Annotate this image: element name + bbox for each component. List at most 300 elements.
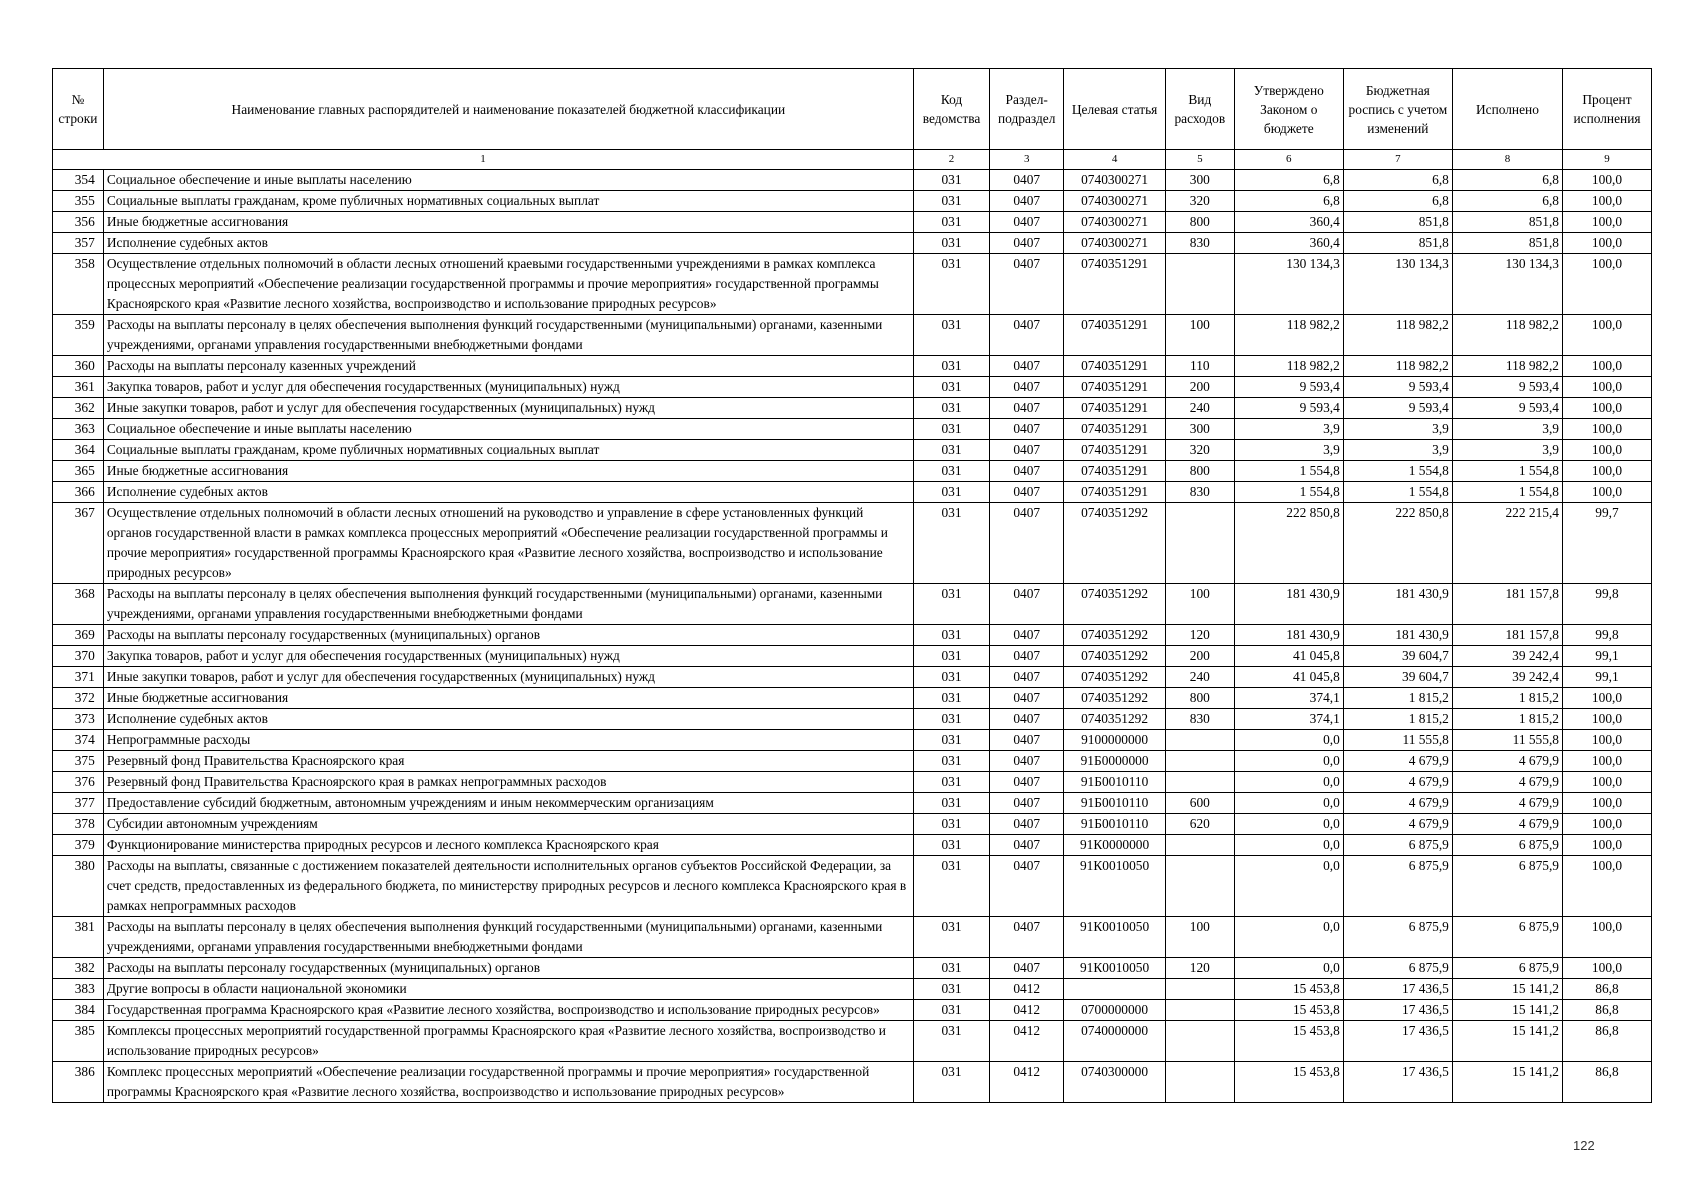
cell-approved: 9 593,4 bbox=[1234, 377, 1343, 398]
cell-expense-type: 800 bbox=[1165, 688, 1234, 709]
cell-expense-type: 240 bbox=[1165, 667, 1234, 688]
cell-approved: 222 850,8 bbox=[1234, 503, 1343, 584]
cell-dept-code: 031 bbox=[913, 170, 989, 191]
cell-expense-type: 830 bbox=[1165, 482, 1234, 503]
table-row bbox=[53, 625, 1652, 646]
table-row bbox=[53, 584, 1652, 625]
cell-row-number: 366 bbox=[53, 482, 104, 503]
cell-schedule: 6 875,9 bbox=[1343, 958, 1452, 979]
cell-name: Другие вопросы в области национальной экономики bbox=[103, 979, 913, 1000]
cell-percent: 100,0 bbox=[1563, 315, 1652, 356]
cell-approved: 0,0 bbox=[1234, 835, 1343, 856]
cell-schedule: 3,9 bbox=[1343, 440, 1452, 461]
header-target-article: Целевая статья bbox=[1064, 69, 1166, 150]
cell-name: Иные закупки товаров, работ и услуг для обеспечения государственных (муниципальных) нужд bbox=[103, 667, 913, 688]
cell-dept-code: 031 bbox=[913, 1062, 989, 1103]
cell-expense-type: 830 bbox=[1165, 233, 1234, 254]
cell-executed: 3,9 bbox=[1452, 440, 1562, 461]
cell-row-number: 359 bbox=[53, 315, 104, 356]
cell-percent: 99,8 bbox=[1563, 584, 1652, 625]
cell-row-number: 386 bbox=[53, 1062, 104, 1103]
cell-schedule: 4 679,9 bbox=[1343, 814, 1452, 835]
cell-percent: 86,8 bbox=[1563, 1000, 1652, 1021]
cell-approved: 1 554,8 bbox=[1234, 461, 1343, 482]
cell-name: Резервный фонд Правительства Красноярского края в рамках непрограммных расходов bbox=[103, 772, 913, 793]
table-row bbox=[53, 793, 1652, 814]
cell-target-article: 0740351291 bbox=[1064, 398, 1166, 419]
table-row bbox=[53, 377, 1652, 398]
cell-percent: 100,0 bbox=[1563, 440, 1652, 461]
cell-dept-code: 031 bbox=[913, 709, 989, 730]
table-row bbox=[53, 709, 1652, 730]
cell-section: 0412 bbox=[990, 1062, 1064, 1103]
cell-approved: 41 045,8 bbox=[1234, 646, 1343, 667]
cell-schedule: 4 679,9 bbox=[1343, 793, 1452, 814]
cell-approved: 0,0 bbox=[1234, 814, 1343, 835]
cell-name: Социальное обеспечение и иные выплаты населению bbox=[103, 170, 913, 191]
header-executed: Исполнено bbox=[1452, 69, 1562, 150]
cell-approved: 9 593,4 bbox=[1234, 398, 1343, 419]
cell-row-number: 354 bbox=[53, 170, 104, 191]
cell-approved: 41 045,8 bbox=[1234, 667, 1343, 688]
cell-target-article: 91Б0010110 bbox=[1064, 814, 1166, 835]
cell-approved: 130 134,3 bbox=[1234, 254, 1343, 315]
cell-target-article: 91К0000000 bbox=[1064, 835, 1166, 856]
cell-section: 0407 bbox=[990, 254, 1064, 315]
cell-percent: 100,0 bbox=[1563, 482, 1652, 503]
cell-section: 0407 bbox=[990, 856, 1064, 917]
header-dept-code: Код ведомства bbox=[913, 69, 989, 150]
cell-percent: 100,0 bbox=[1563, 233, 1652, 254]
table-row bbox=[53, 1062, 1652, 1103]
cell-section: 0407 bbox=[990, 730, 1064, 751]
cell-expense-type: 320 bbox=[1165, 440, 1234, 461]
cell-row-number: 380 bbox=[53, 856, 104, 917]
cell-target-article: 0700000000 bbox=[1064, 1000, 1166, 1021]
table-row bbox=[53, 315, 1652, 356]
cell-section: 0407 bbox=[990, 688, 1064, 709]
cell-name: Расходы на выплаты персоналу в целях обеспечения выполнения функций государственными (муниципальными) органами, казенными учреждениями, органами управления государственными внебюджетными фондами bbox=[103, 917, 913, 958]
cell-section: 0407 bbox=[990, 419, 1064, 440]
cell-percent: 99,1 bbox=[1563, 667, 1652, 688]
cell-approved: 118 982,2 bbox=[1234, 315, 1343, 356]
table-body bbox=[53, 170, 1652, 1103]
cell-row-number: 356 bbox=[53, 212, 104, 233]
cell-percent: 86,8 bbox=[1563, 1021, 1652, 1062]
cell-dept-code: 031 bbox=[913, 917, 989, 958]
cell-schedule: 6 875,9 bbox=[1343, 856, 1452, 917]
cell-section: 0407 bbox=[990, 233, 1064, 254]
cell-section: 0407 bbox=[990, 667, 1064, 688]
cell-approved: 0,0 bbox=[1234, 751, 1343, 772]
cell-name: Иные бюджетные ассигнования bbox=[103, 212, 913, 233]
cell-row-number: 372 bbox=[53, 688, 104, 709]
cell-target-article: 0740300271 bbox=[1064, 191, 1166, 212]
cell-dept-code: 031 bbox=[913, 461, 989, 482]
cell-name: Резервный фонд Правительства Красноярского края bbox=[103, 751, 913, 772]
table-row bbox=[53, 835, 1652, 856]
cell-expense-type bbox=[1165, 254, 1234, 315]
cell-section: 0407 bbox=[990, 772, 1064, 793]
cell-approved: 0,0 bbox=[1234, 772, 1343, 793]
cell-executed: 15 141,2 bbox=[1452, 1062, 1562, 1103]
cell-expense-type bbox=[1165, 1021, 1234, 1062]
table-row bbox=[53, 461, 1652, 482]
cell-approved: 0,0 bbox=[1234, 958, 1343, 979]
cell-schedule: 1 815,2 bbox=[1343, 688, 1452, 709]
cell-percent: 100,0 bbox=[1563, 377, 1652, 398]
cell-executed: 181 157,8 bbox=[1452, 584, 1562, 625]
cell-row-number: 384 bbox=[53, 1000, 104, 1021]
table-row bbox=[53, 646, 1652, 667]
cell-section: 0407 bbox=[990, 356, 1064, 377]
cell-executed: 4 679,9 bbox=[1452, 793, 1562, 814]
cell-dept-code: 031 bbox=[913, 772, 989, 793]
cell-expense-type bbox=[1165, 979, 1234, 1000]
cell-dept-code: 031 bbox=[913, 356, 989, 377]
cell-approved: 1 554,8 bbox=[1234, 482, 1343, 503]
cell-expense-type: 600 bbox=[1165, 793, 1234, 814]
cell-schedule: 851,8 bbox=[1343, 212, 1452, 233]
cell-target-article: 0740351291 bbox=[1064, 482, 1166, 503]
header-schedule: Бюджетная роспись с учетом изменений bbox=[1343, 69, 1452, 150]
cell-section: 0407 bbox=[990, 814, 1064, 835]
cell-dept-code: 031 bbox=[913, 688, 989, 709]
header-section: Раздел-подраздел bbox=[990, 69, 1064, 150]
cell-schedule: 222 850,8 bbox=[1343, 503, 1452, 584]
cell-row-number: 376 bbox=[53, 772, 104, 793]
cell-approved: 15 453,8 bbox=[1234, 1000, 1343, 1021]
cell-schedule: 181 430,9 bbox=[1343, 625, 1452, 646]
cell-name: Расходы на выплаты, связанные с достижением показателей деятельности исполнительных органов субъектов Российской Федерации, за счет средств, предоставленных из федерального бюджета, по министерству природных ресурсов и лесного комплекса Красноярского края в рамках непрограммных расходов bbox=[103, 856, 913, 917]
cell-percent: 99,8 bbox=[1563, 625, 1652, 646]
cell-schedule: 118 982,2 bbox=[1343, 356, 1452, 377]
cell-dept-code: 031 bbox=[913, 730, 989, 751]
cell-expense-type: 110 bbox=[1165, 356, 1234, 377]
cell-schedule: 130 134,3 bbox=[1343, 254, 1452, 315]
cell-name: Расходы на выплаты персоналу государственных (муниципальных) органов bbox=[103, 958, 913, 979]
cell-executed: 11 555,8 bbox=[1452, 730, 1562, 751]
table-row bbox=[53, 751, 1652, 772]
cell-percent: 100,0 bbox=[1563, 958, 1652, 979]
cell-section: 0407 bbox=[990, 482, 1064, 503]
cell-target-article: 9100000000 bbox=[1064, 730, 1166, 751]
cell-schedule: 1 815,2 bbox=[1343, 709, 1452, 730]
table-row bbox=[53, 212, 1652, 233]
cell-dept-code: 031 bbox=[913, 856, 989, 917]
budget-report-sheet bbox=[52, 68, 1652, 1103]
cell-dept-code: 031 bbox=[913, 191, 989, 212]
cell-executed: 3,9 bbox=[1452, 419, 1562, 440]
table-row bbox=[53, 667, 1652, 688]
column-number-cell: 2 bbox=[913, 150, 989, 170]
cell-section: 0407 bbox=[990, 958, 1064, 979]
table-row bbox=[53, 254, 1652, 315]
cell-executed: 1 554,8 bbox=[1452, 461, 1562, 482]
cell-name: Предоставление субсидий бюджетным, автономным учреждениям и иным некоммерческим организациям bbox=[103, 793, 913, 814]
cell-schedule: 6,8 bbox=[1343, 191, 1452, 212]
cell-percent: 100,0 bbox=[1563, 356, 1652, 377]
cell-row-number: 358 bbox=[53, 254, 104, 315]
cell-schedule: 6 875,9 bbox=[1343, 835, 1452, 856]
column-number-cell: 4 bbox=[1064, 150, 1166, 170]
cell-percent: 100,0 bbox=[1563, 793, 1652, 814]
cell-name: Непрограммные расходы bbox=[103, 730, 913, 751]
cell-dept-code: 031 bbox=[913, 979, 989, 1000]
cell-executed: 15 141,2 bbox=[1452, 1000, 1562, 1021]
cell-expense-type: 800 bbox=[1165, 212, 1234, 233]
cell-target-article: 0740351292 bbox=[1064, 688, 1166, 709]
cell-dept-code: 031 bbox=[913, 419, 989, 440]
cell-section: 0407 bbox=[990, 398, 1064, 419]
cell-section: 0412 bbox=[990, 979, 1064, 1000]
cell-approved: 360,4 bbox=[1234, 212, 1343, 233]
cell-expense-type: 830 bbox=[1165, 709, 1234, 730]
cell-executed: 39 242,4 bbox=[1452, 667, 1562, 688]
cell-schedule: 6,8 bbox=[1343, 170, 1452, 191]
cell-percent: 100,0 bbox=[1563, 170, 1652, 191]
cell-row-number: 355 bbox=[53, 191, 104, 212]
cell-row-number: 382 bbox=[53, 958, 104, 979]
cell-approved: 15 453,8 bbox=[1234, 979, 1343, 1000]
cell-expense-type: 100 bbox=[1165, 917, 1234, 958]
cell-schedule: 9 593,4 bbox=[1343, 398, 1452, 419]
cell-approved: 374,1 bbox=[1234, 709, 1343, 730]
cell-dept-code: 031 bbox=[913, 254, 989, 315]
cell-expense-type bbox=[1165, 503, 1234, 584]
table-row bbox=[53, 856, 1652, 917]
cell-executed: 4 679,9 bbox=[1452, 814, 1562, 835]
cell-dept-code: 031 bbox=[913, 835, 989, 856]
cell-approved: 0,0 bbox=[1234, 856, 1343, 917]
cell-name: Функционирование министерства природных ресурсов и лесного комплекса Красноярского края bbox=[103, 835, 913, 856]
cell-approved: 3,9 bbox=[1234, 419, 1343, 440]
cell-section: 0407 bbox=[990, 793, 1064, 814]
cell-expense-type: 120 bbox=[1165, 958, 1234, 979]
cell-executed: 130 134,3 bbox=[1452, 254, 1562, 315]
cell-row-number: 385 bbox=[53, 1021, 104, 1062]
cell-schedule: 181 430,9 bbox=[1343, 584, 1452, 625]
cell-schedule: 1 554,8 bbox=[1343, 461, 1452, 482]
cell-expense-type bbox=[1165, 772, 1234, 793]
cell-schedule: 4 679,9 bbox=[1343, 751, 1452, 772]
cell-name: Осуществление отдельных полномочий в области лесных отношений краевыми государственными учреждениями в рамках комплекса процессных мероприятий «Обеспечение реализации государственной программы и прочие мероприятия» государственной программы Красноярского края «Развитие лесного хозяйства, воспроизводство и использование природных ресурсов» bbox=[103, 254, 913, 315]
table-row bbox=[53, 398, 1652, 419]
table-row bbox=[53, 688, 1652, 709]
cell-target-article: 0740300271 bbox=[1064, 212, 1166, 233]
cell-name: Расходы на выплаты персоналу в целях обеспечения выполнения функций государственными (муниципальными) органами, казенными учреждениями, органами управления государственными внебюджетными фондами bbox=[103, 315, 913, 356]
column-number-cell: 5 bbox=[1165, 150, 1234, 170]
table-row bbox=[53, 814, 1652, 835]
cell-row-number: 375 bbox=[53, 751, 104, 772]
cell-approved: 0,0 bbox=[1234, 730, 1343, 751]
cell-name: Расходы на выплаты персоналу государственных (муниципальных) органов bbox=[103, 625, 913, 646]
cell-schedule: 3,9 bbox=[1343, 419, 1452, 440]
cell-row-number: 383 bbox=[53, 979, 104, 1000]
cell-dept-code: 031 bbox=[913, 958, 989, 979]
table-row bbox=[53, 356, 1652, 377]
cell-name: Расходы на выплаты персоналу казенных учреждений bbox=[103, 356, 913, 377]
cell-target-article bbox=[1064, 979, 1166, 1000]
cell-percent: 100,0 bbox=[1563, 917, 1652, 958]
cell-target-article: 0740300271 bbox=[1064, 233, 1166, 254]
cell-approved: 6,8 bbox=[1234, 191, 1343, 212]
cell-executed: 222 215,4 bbox=[1452, 503, 1562, 584]
cell-row-number: 362 bbox=[53, 398, 104, 419]
cell-name: Субсидии автономным учреждениям bbox=[103, 814, 913, 835]
cell-dept-code: 031 bbox=[913, 1000, 989, 1021]
cell-dept-code: 031 bbox=[913, 398, 989, 419]
cell-section: 0407 bbox=[990, 503, 1064, 584]
cell-executed: 6,8 bbox=[1452, 191, 1562, 212]
cell-executed: 1 815,2 bbox=[1452, 709, 1562, 730]
cell-percent: 100,0 bbox=[1563, 461, 1652, 482]
cell-dept-code: 031 bbox=[913, 584, 989, 625]
cell-expense-type bbox=[1165, 856, 1234, 917]
cell-section: 0407 bbox=[990, 584, 1064, 625]
column-number-cell: 8 bbox=[1452, 150, 1562, 170]
cell-expense-type bbox=[1165, 730, 1234, 751]
cell-executed: 6 875,9 bbox=[1452, 856, 1562, 917]
cell-row-number: 371 bbox=[53, 667, 104, 688]
cell-dept-code: 031 bbox=[913, 212, 989, 233]
cell-percent: 100,0 bbox=[1563, 419, 1652, 440]
column-number-row bbox=[53, 150, 1652, 170]
cell-section: 0407 bbox=[990, 191, 1064, 212]
header-percent: Процент исполнения bbox=[1563, 69, 1652, 150]
cell-target-article: 0740351292 bbox=[1064, 646, 1166, 667]
header-approved: Утверждено Законом о бюджете bbox=[1234, 69, 1343, 150]
cell-name: Социальные выплаты гражданам, кроме публичных нормативных социальных выплат bbox=[103, 191, 913, 212]
table-header-row bbox=[53, 69, 1652, 150]
cell-executed: 15 141,2 bbox=[1452, 979, 1562, 1000]
cell-section: 0412 bbox=[990, 1000, 1064, 1021]
cell-target-article: 0740351291 bbox=[1064, 377, 1166, 398]
cell-dept-code: 031 bbox=[913, 503, 989, 584]
cell-target-article: 0740351292 bbox=[1064, 709, 1166, 730]
cell-row-number: 365 bbox=[53, 461, 104, 482]
table-row bbox=[53, 482, 1652, 503]
cell-expense-type: 200 bbox=[1165, 646, 1234, 667]
cell-row-number: 369 bbox=[53, 625, 104, 646]
cell-executed: 181 157,8 bbox=[1452, 625, 1562, 646]
cell-name: Социальное обеспечение и иные выплаты населению bbox=[103, 419, 913, 440]
cell-row-number: 378 bbox=[53, 814, 104, 835]
cell-percent: 100,0 bbox=[1563, 730, 1652, 751]
cell-approved: 15 453,8 bbox=[1234, 1062, 1343, 1103]
cell-executed: 6 875,9 bbox=[1452, 835, 1562, 856]
cell-executed: 118 982,2 bbox=[1452, 356, 1562, 377]
cell-name: Иные закупки товаров, работ и услуг для обеспечения государственных (муниципальных) нужд bbox=[103, 398, 913, 419]
cell-row-number: 379 bbox=[53, 835, 104, 856]
cell-target-article: 91Б0010110 bbox=[1064, 793, 1166, 814]
cell-executed: 118 982,2 bbox=[1452, 315, 1562, 356]
table-row bbox=[53, 191, 1652, 212]
cell-name: Расходы на выплаты персоналу в целях обеспечения выполнения функций государственными (муниципальными) органами, казенными учреждениями, органами управления государственными внебюджетными фондами bbox=[103, 584, 913, 625]
cell-percent: 99,1 bbox=[1563, 646, 1652, 667]
cell-row-number: 377 bbox=[53, 793, 104, 814]
cell-target-article: 0740351292 bbox=[1064, 503, 1166, 584]
cell-schedule: 4 679,9 bbox=[1343, 772, 1452, 793]
cell-section: 0407 bbox=[990, 917, 1064, 958]
cell-schedule: 17 436,5 bbox=[1343, 1021, 1452, 1062]
cell-percent: 100,0 bbox=[1563, 751, 1652, 772]
cell-name: Иные бюджетные ассигнования bbox=[103, 461, 913, 482]
cell-schedule: 17 436,5 bbox=[1343, 979, 1452, 1000]
cell-section: 0407 bbox=[990, 646, 1064, 667]
table-row bbox=[53, 1000, 1652, 1021]
cell-target-article: 91Б0000000 bbox=[1064, 751, 1166, 772]
cell-percent: 86,8 bbox=[1563, 979, 1652, 1000]
cell-schedule: 39 604,7 bbox=[1343, 646, 1452, 667]
cell-dept-code: 031 bbox=[913, 315, 989, 356]
header-name: Наименование главных распорядителей и наименование показателей бюджетной классификации bbox=[103, 69, 913, 150]
cell-row-number: 374 bbox=[53, 730, 104, 751]
cell-executed: 1 815,2 bbox=[1452, 688, 1562, 709]
cell-row-number: 368 bbox=[53, 584, 104, 625]
cell-expense-type: 200 bbox=[1165, 377, 1234, 398]
cell-row-number: 363 bbox=[53, 419, 104, 440]
cell-target-article: 91Б0010110 bbox=[1064, 772, 1166, 793]
cell-section: 0412 bbox=[990, 1021, 1064, 1062]
cell-expense-type bbox=[1165, 751, 1234, 772]
cell-target-article: 91К0010050 bbox=[1064, 958, 1166, 979]
cell-executed: 39 242,4 bbox=[1452, 646, 1562, 667]
budget-execution-table bbox=[52, 68, 1652, 1103]
cell-executed: 15 141,2 bbox=[1452, 1021, 1562, 1062]
cell-executed: 6 875,9 bbox=[1452, 917, 1562, 958]
cell-dept-code: 031 bbox=[913, 625, 989, 646]
cell-expense-type: 240 bbox=[1165, 398, 1234, 419]
cell-name: Комплекс процессных мероприятий «Обеспечение реализации государственной программы и прочие мероприятия» государственной программы Красноярского края «Развитие лесного хозяйства, воспроизводство и использование природных ресурсов» bbox=[103, 1062, 913, 1103]
cell-dept-code: 031 bbox=[913, 482, 989, 503]
cell-percent: 100,0 bbox=[1563, 835, 1652, 856]
cell-dept-code: 031 bbox=[913, 377, 989, 398]
cell-expense-type: 100 bbox=[1165, 584, 1234, 625]
cell-dept-code: 031 bbox=[913, 751, 989, 772]
cell-name: Государственная программа Красноярского края «Развитие лесного хозяйства, воспроизводство и использование природных ресурсов» bbox=[103, 1000, 913, 1021]
column-number-cell: 1 bbox=[53, 150, 914, 170]
cell-target-article: 0740351292 bbox=[1064, 667, 1166, 688]
cell-approved: 360,4 bbox=[1234, 233, 1343, 254]
cell-dept-code: 031 bbox=[913, 793, 989, 814]
page-number: 122 bbox=[1573, 1138, 1595, 1153]
cell-approved: 0,0 bbox=[1234, 793, 1343, 814]
header-row-number: № строки bbox=[53, 69, 104, 150]
table-row bbox=[53, 730, 1652, 751]
cell-section: 0407 bbox=[990, 751, 1064, 772]
cell-executed: 9 593,4 bbox=[1452, 398, 1562, 419]
cell-row-number: 381 bbox=[53, 917, 104, 958]
cell-expense-type bbox=[1165, 835, 1234, 856]
cell-target-article: 91К0010050 bbox=[1064, 917, 1166, 958]
cell-schedule: 17 436,5 bbox=[1343, 1062, 1452, 1103]
cell-executed: 9 593,4 bbox=[1452, 377, 1562, 398]
cell-name: Закупка товаров, работ и услуг для обеспечения государственных (муниципальных) нужд bbox=[103, 646, 913, 667]
cell-target-article: 0740000000 bbox=[1064, 1021, 1166, 1062]
cell-section: 0407 bbox=[990, 709, 1064, 730]
cell-name: Исполнение судебных актов bbox=[103, 709, 913, 730]
cell-dept-code: 031 bbox=[913, 1021, 989, 1062]
cell-row-number: 361 bbox=[53, 377, 104, 398]
cell-approved: 15 453,8 bbox=[1234, 1021, 1343, 1062]
cell-approved: 0,0 bbox=[1234, 917, 1343, 958]
cell-schedule: 9 593,4 bbox=[1343, 377, 1452, 398]
cell-section: 0407 bbox=[990, 461, 1064, 482]
cell-schedule: 17 436,5 bbox=[1343, 1000, 1452, 1021]
cell-dept-code: 031 bbox=[913, 233, 989, 254]
cell-approved: 3,9 bbox=[1234, 440, 1343, 461]
